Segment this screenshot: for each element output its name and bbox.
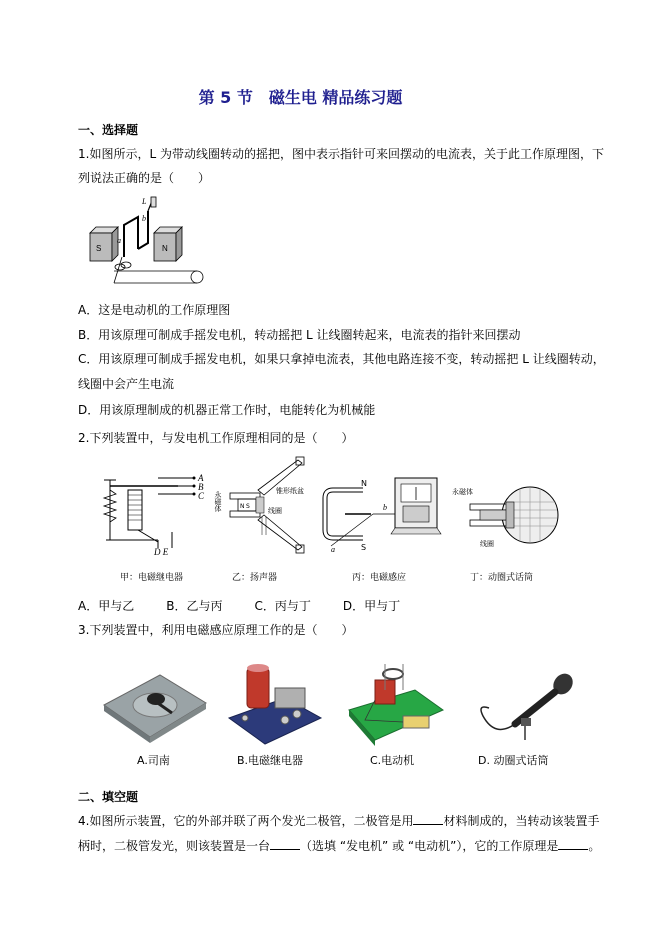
- q3-caption-b: B.电磁继电器: [237, 754, 304, 767]
- q1-option-c-cont: 线圈中会产生电流: [78, 377, 175, 391]
- svg-text:锥形纸盆: 锥形纸盆: [276, 487, 304, 495]
- q1-option-d: D．用该原理制成的机器正常工作时，电能转化为机械能: [78, 403, 376, 417]
- q2-caption-yi: 乙：扬声器: [232, 573, 278, 583]
- fig-label-S: S: [96, 244, 102, 253]
- svg-text:线圈: 线圈: [480, 540, 494, 548]
- svg-text:A: A: [198, 473, 204, 483]
- q3-motor-figure: [345, 660, 445, 750]
- q1-option-a: A．这是电动机的工作原理图: [78, 303, 231, 317]
- svg-text:N: N: [361, 479, 367, 488]
- q4-blank-1[interactable]: [413, 814, 443, 825]
- fig-label-L: L: [142, 197, 147, 206]
- svg-text:b: b: [383, 503, 387, 512]
- svg-text:D E: D E: [154, 547, 169, 557]
- svg-text:永磁体: 永磁体: [214, 491, 222, 512]
- q4-stem-line2: 柄时，二极管发光，则该装置是一台 （选填 “发电机” 或 “电动机”），它的工作原理是 。: [78, 839, 601, 853]
- svg-text:C: C: [198, 491, 205, 501]
- q4-blank-3[interactable]: [558, 839, 588, 850]
- svg-text:a: a: [331, 545, 335, 554]
- fig-label-N: N: [162, 244, 168, 253]
- q2-option-d: D．甲与丁: [342, 599, 401, 613]
- fig-label-a: a: [117, 236, 121, 245]
- q1-option-b: B．用该原理可制成手摇发电机，转动摇把 L 让线圈转起来，电流表的指针来回摆动: [78, 328, 521, 342]
- page-title: 第 5 节 磁生电 精品练习题: [198, 88, 403, 107]
- q2-option-c: C．丙与丁: [254, 599, 311, 613]
- q2-caption-ding: 丁：动圈式话筒: [470, 573, 534, 583]
- q1-generator-figure: [82, 195, 207, 290]
- q4-blank-2[interactable]: [270, 839, 300, 850]
- q2-stem: 2.下列装置中，与发电机工作原理相同的是（ ）: [78, 431, 354, 445]
- q2-speaker-figure: [214, 455, 318, 555]
- svg-text:N: N: [240, 503, 245, 510]
- svg-text:B: B: [198, 482, 204, 492]
- q2-microphone-figure: [450, 480, 560, 550]
- q2-options: [78, 597, 432, 614]
- q3-caption-a: A.司南: [137, 754, 170, 767]
- section-heading-fill: 二、填空题: [78, 790, 139, 804]
- q4-stem-line1: 4.如图所示装置，它的外部并联了两个发光二极管，二极管是用 材料制成的，当转动该装置手: [78, 814, 600, 828]
- q3-caption-d: D. 动圈式话筒: [478, 754, 549, 767]
- q2-caption-jia: 甲：电磁继电器: [120, 573, 184, 583]
- q2-caption-bing: 丙：电磁感应: [352, 573, 407, 583]
- q3-sinan-figure: [100, 665, 210, 745]
- q3-microphone-figure: [475, 668, 575, 748]
- q2-induction-figure: [323, 470, 443, 555]
- q2-option-b: B．乙与丙: [166, 599, 223, 613]
- q2-option-a: A．甲与乙: [78, 599, 135, 613]
- section-heading-choice: 一、选择题: [78, 123, 139, 137]
- q1-option-c: C．用该原理可制成手摇发电机，如果只拿掉电流表，其他电路连接不变，转动摇把 L 让线圈转动，: [78, 352, 605, 366]
- q3-relay-figure: [225, 658, 325, 748]
- svg-text:S: S: [246, 503, 250, 510]
- svg-text:线圈: 线圈: [268, 507, 282, 515]
- q1-stem-line1: 1.如图所示，L 为带动线圈转动的摇把，图中表示指针可来回摆动的电流表，关于此工作原理图，下: [78, 147, 604, 161]
- svg-text:永磁体: 永磁体: [452, 488, 473, 496]
- q3-caption-c: C.电动机: [370, 754, 415, 767]
- svg-text:S: S: [361, 543, 367, 552]
- q2-relay-figure: [98, 470, 213, 555]
- fig-label-b: b: [142, 214, 146, 223]
- q3-stem: 3.下列装置中，利用电磁感应原理工作的是（ ）: [78, 623, 354, 637]
- q1-stem-line2: 列说法正确的是（ ）: [78, 171, 211, 185]
